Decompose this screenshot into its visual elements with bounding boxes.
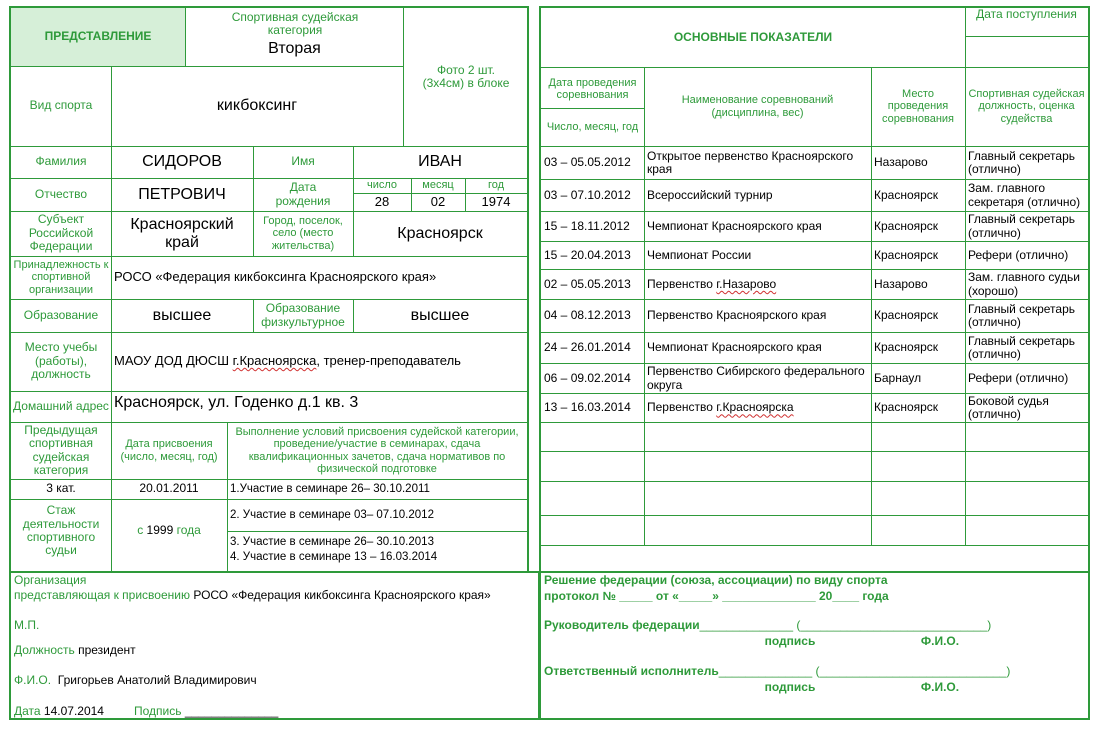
row-place: Красноярск: [874, 308, 939, 323]
footer-date: Дата 14.07.2014 Подпись ______________: [14, 703, 279, 718]
work-value: МАОУ ДОД ДЮСШ г.Красноярска , тренер-преподаватель: [114, 353, 461, 369]
sport-value: кикбоксинг: [216, 97, 298, 115]
indicators-title: ОСНОВНЫЕ ПОКАЗАТЕЛИ: [673, 29, 833, 44]
name-label: Имя: [291, 154, 315, 169]
experience-value: с 1999 года: [137, 523, 201, 538]
experience-label: Стаж деятельности спортивного судьи: [22, 503, 100, 558]
seminar-4: 4. Участие в семинаре 13 – 16.03.2014: [230, 551, 438, 564]
birth-year: 1974: [481, 194, 511, 210]
row-role: Главный секретарь (отлично): [968, 212, 1075, 240]
footer-org-label: Организация: [14, 573, 87, 587]
org-value: РОСО «Федерация кикбоксинга Красноярского края»: [114, 269, 437, 285]
row-date: 03 – 07.10.2012: [544, 187, 631, 202]
decision-label: Решение федерации (союза, ассоциации) по виду спорта: [544, 573, 888, 588]
birth-month-label: месяц: [422, 179, 454, 192]
region-value: Красноярский край: [130, 215, 234, 251]
prev-date-label: Дата присвоения (число, месяц, год): [120, 438, 218, 463]
col-role-header: Спортивная судейская должность, оценка судейства: [968, 88, 1085, 125]
birth-label: Дата рождения: [275, 180, 331, 208]
patronymic-label: Отчество: [34, 186, 88, 201]
row-place: Назарово: [874, 155, 928, 170]
head-signature-line: Руководитель федерации ______________ (____________________________): [544, 618, 992, 633]
row-name: Всероссийский турнир: [647, 187, 773, 202]
city-label: Город, поселок, село (место жительства): [263, 215, 343, 252]
row-role: Зам. главного секретаря (отлично): [968, 181, 1081, 209]
form-title: ПРЕДСТАВЛЕНИЕ: [44, 29, 152, 44]
row-role: Главный секретарь (отлично): [968, 301, 1075, 329]
received-date-label: Дата поступления: [976, 8, 1077, 22]
row-place: Красноярск: [874, 187, 939, 202]
birth-day-label: число: [366, 179, 398, 192]
row-role: Главный секретарь (отлично): [968, 148, 1075, 176]
address-label: Домашний адрес: [13, 398, 109, 413]
col-name-header: Наименование соревнований (дисциплина, вес): [681, 94, 834, 119]
birth-month: 02: [430, 194, 446, 210]
seminar-2: 2. Участие в семинаре 03– 07.10.2012: [230, 508, 434, 521]
row-place: Барнаул: [874, 370, 922, 385]
row-place: Назарово: [874, 276, 928, 291]
address-value: Красноярск, ул. Годенко д.1 кв. 3: [114, 393, 359, 411]
col-place-header: Место проведения соревнования: [881, 88, 955, 125]
seminar-1: 1.Участие в семинаре 26– 30.10.2011: [230, 482, 430, 495]
surname-label: Фамилия: [35, 154, 87, 169]
birth-day: 28: [374, 194, 390, 210]
row-role: Рефери (отлично): [968, 247, 1069, 262]
surname-value: СИДОРОВ: [142, 153, 222, 171]
head-sign-caption: подпись: [764, 634, 816, 649]
protocol-line: протокол № _____ от «_____» ______________ 20____ года: [544, 589, 889, 604]
col-date-sub: Число, месяц, год: [546, 120, 639, 133]
row-date: 03 – 05.05.2012: [544, 155, 631, 170]
row-place: Красноярск: [874, 247, 939, 262]
row-date: 24 – 26.01.2014: [544, 340, 631, 355]
row-date: 04 – 08.12.2013: [544, 308, 631, 323]
row-name: Первенство Красноярского края: [647, 308, 827, 323]
category-value: Вторая: [268, 40, 321, 58]
resp-signature-line: Ответственный исполнитель ______________ (____________________________): [544, 664, 1011, 679]
row-name: Первенство Сибирского федерального округа: [647, 364, 865, 392]
footer-position: Должность президент: [14, 642, 136, 657]
phys-education-value: высшее: [410, 306, 470, 324]
row-role: Боковой судья (отлично): [968, 394, 1049, 421]
education-value: высшее: [152, 306, 212, 324]
row-place: Красноярск: [874, 340, 939, 355]
row-date: 15 – 20.04.2013: [544, 247, 631, 262]
education-label: Образование: [23, 307, 99, 322]
row-date: 13 – 16.03.2014: [544, 400, 631, 415]
row-name: Чемпионат России: [647, 247, 752, 262]
row-date: 15 – 18.11.2012: [544, 218, 630, 233]
phys-education-label: Образование физкультурное: [261, 301, 345, 329]
seminar-3: 3. Участие в семинаре 26– 30.10.2013: [230, 536, 434, 549]
name-value: ИВАН: [418, 153, 462, 171]
prev-date-value: 20.01.2011: [139, 481, 199, 496]
row-name: Открытое первенство Красноярского края: [647, 148, 854, 176]
prev-category-label: Предыдущая спортивная судейская категория: [24, 422, 98, 477]
row-name: Чемпионат Красноярского края: [647, 340, 822, 355]
birth-year-label: год: [487, 179, 505, 192]
row-place: Красноярск: [874, 218, 939, 233]
row-name: Чемпионат Красноярского края: [647, 218, 822, 233]
head-fio-caption: Ф.И.О.: [920, 634, 960, 649]
col-date-header: Дата проведения соревнования: [548, 76, 637, 101]
patronymic-value: ПЕТРОВИЧ: [138, 185, 226, 203]
row-name: Первенство г.Назарово: [647, 276, 777, 291]
org-label: Принадлежность к спортивной организации: [13, 259, 109, 296]
row-role: Главный секретарь (отлично): [968, 333, 1075, 361]
work-label: Место учебы (работы), должность: [24, 340, 98, 382]
footer-mp: М.П.: [14, 618, 40, 632]
row-role: Рефери (отлично): [968, 370, 1069, 385]
resp-sign-caption: подпись: [764, 680, 816, 695]
footer-fio: Ф.И.О. Григорьев Анатолий Владимирович: [14, 672, 257, 687]
row-role: Зам. главного судьи (хорошо): [968, 270, 1080, 298]
conditions-label: Выполнение условий присвоения судейской категории, проведение/участие в семинарах, сдача квалификационных зачетов, сдача нормативов по физической подготовке: [235, 425, 519, 475]
photo-placeholder: Фото 2 шт. (3х4см) в блоке: [422, 62, 510, 90]
category-label: Спортивная судейская категория: [231, 9, 359, 37]
row-date: 02 – 05.05.2013: [544, 276, 631, 291]
region-label: Субъект Российской Федерации: [28, 212, 94, 254]
footer-org-line: представляющая к присвоению РОСО «Федерация кикбоксинга Красноярского края»: [14, 588, 491, 602]
sport-label: Вид спорта: [29, 98, 93, 113]
city-value: Красноярск: [397, 224, 483, 242]
row-place: Красноярск: [874, 400, 939, 415]
resp-fio-caption: Ф.И.О.: [920, 680, 960, 695]
row-name: Первенство г.Красноярска: [647, 400, 794, 415]
prev-category-value: 3 кат.: [46, 481, 76, 496]
row-date: 06 – 09.02.2014: [544, 370, 631, 385]
